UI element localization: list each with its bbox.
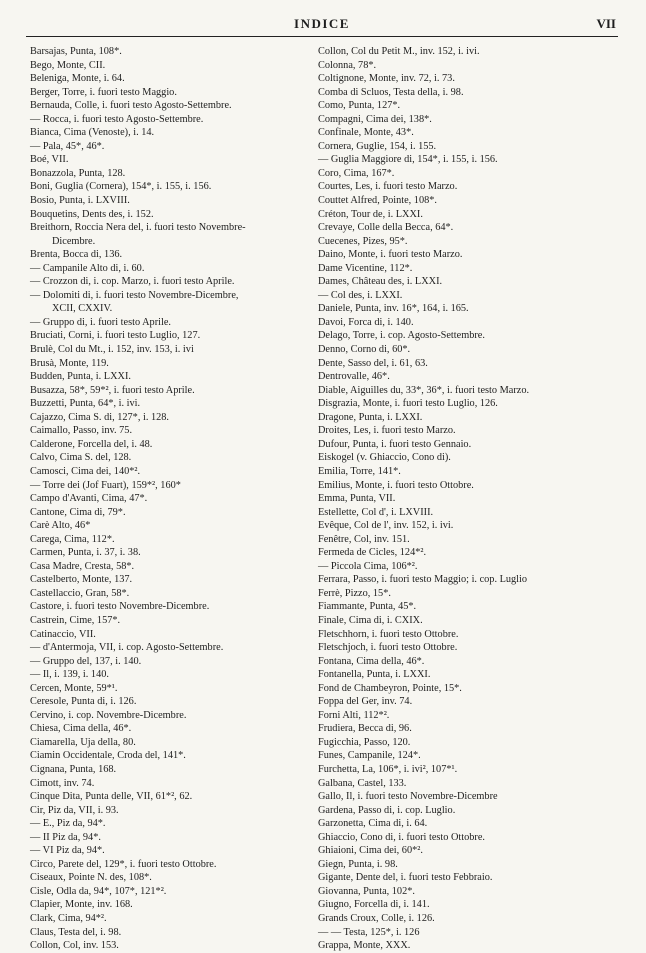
index-entry: Foppa del Ger, inv. 74. bbox=[318, 696, 413, 708]
index-entry: — E., Piz da, 94*. bbox=[30, 818, 106, 830]
index-entry: — Rocca, i. fuori testo Agosto-Settembre. bbox=[30, 113, 204, 125]
index-entry: Fugicchia, Passo, 120. bbox=[318, 736, 411, 748]
index-entry: Caimallo, Passo, inv. 75. bbox=[30, 425, 133, 437]
index-entry: Barsajas, Punta, 108*. bbox=[30, 46, 122, 57]
index-entry: Carè Alto, 46* bbox=[30, 520, 91, 532]
index-entry: Giegn, Punta, i. 98. bbox=[318, 858, 398, 870]
index-entry: Fletschhorn, i. fuori testo Ottobre. bbox=[318, 628, 459, 640]
index-entry: Colonna, 78*. bbox=[318, 59, 377, 71]
index-entry: Fond de Chambeyron, Pointe, 15*. bbox=[318, 682, 462, 694]
index-entry: Bruciati, Corni, i. fuori testo Luglio, 127. bbox=[30, 330, 201, 342]
index-entry: Crevaye, Colle della Becca, 64*. bbox=[318, 222, 454, 234]
index-entry: Castore, i. fuori testo Novembre-Dicembre. bbox=[30, 601, 210, 613]
index-entry: — Il, i. 139, i. 140. bbox=[30, 669, 109, 681]
index-entry: Delago, Torre, i. cop. Agosto-Settembre. bbox=[318, 330, 485, 342]
index-entry: Busazza, 58*, 59*², i. fuori testo Aprile. bbox=[30, 384, 195, 396]
index-entry: Grappa, Monte, XXX. bbox=[318, 940, 411, 952]
index-entry: Cantone, Cima di, 79*. bbox=[30, 506, 126, 518]
index-entry: Cinque Dita, Punta delle, VII, 61*², 62. bbox=[30, 791, 193, 803]
index-entry: Evêque, Col de l', inv. 152, i. ivi. bbox=[318, 520, 454, 532]
index-entry: — — Testa, 125*, i. 126 bbox=[318, 926, 420, 938]
index-entry: Estellette, Col d', i. LXVIII. bbox=[318, 506, 434, 518]
index-entry: Compagni, Cima dei, 138*. bbox=[318, 113, 432, 125]
index-entry: Eiskogel (v. Ghiaccio, Cono di). bbox=[318, 452, 451, 464]
index-entry: Fontana, Cima della, 46*. bbox=[318, 655, 425, 667]
index-entry: Chiesa, Cima della, 46*. bbox=[30, 723, 132, 735]
index-entry: Casa Madre, Cresta, 58*. bbox=[30, 560, 135, 572]
index-entry: Bonazzola, Punta, 128. bbox=[30, 167, 126, 179]
index-entry: Castrein, Cime, 157*. bbox=[30, 614, 121, 626]
index-entry: Cir, Piz da, VII, i. 93. bbox=[30, 804, 119, 816]
index-entry: Galbana, Castel, 133. bbox=[318, 777, 407, 789]
index-entry: Gardena, Passo di, i. cop. Luglio. bbox=[318, 804, 456, 816]
index-entry: Dame Vicentine, 112*. bbox=[318, 262, 413, 274]
index-entry: Bianca, Cima (Venoste), i. 14. bbox=[30, 127, 155, 139]
index-entry: Finale, Cima di, i. CXIX. bbox=[318, 614, 423, 626]
index-column-right bbox=[318, 45, 608, 953]
index-entry: Ferrè, Pizzo, 15*. bbox=[318, 587, 391, 599]
index-entry: Gigante, Dente del, i. fuori testo Febbraio. bbox=[318, 872, 493, 884]
index-entry: — Dolomiti di, i. fuori testo Novembre-Dicembre, bbox=[30, 289, 239, 301]
index-entry: Gallo, Il, i. fuori testo Novembre-Dicembre bbox=[318, 791, 498, 803]
index-entry: Ciseaux, Pointe N. des, 108*. bbox=[30, 872, 152, 884]
index-entry: Ghiaccio, Cono di, i. fuori testo Ottobre. bbox=[318, 831, 486, 843]
index-entry: Camosci, Cima dei, 140*². bbox=[30, 465, 141, 477]
index-entry: Garzonetta, Cima di, i. 64. bbox=[318, 818, 428, 830]
index-entry: Disgrazia, Monte, i. fuori testo Luglio, 126. bbox=[318, 398, 498, 410]
index-entry: Ghiaioni, Cima dei, 60*². bbox=[318, 845, 423, 857]
index-entry: Coltignone, Monte, inv. 72, i. 73. bbox=[318, 73, 455, 85]
index-entry: Couttet Alfred, Pointe, 108*. bbox=[318, 195, 437, 207]
page-title: INDICE bbox=[294, 16, 350, 31]
index-entry: Calderone, Forcella del, i. 48. bbox=[30, 438, 153, 450]
index-entry: XCII, CXXIV. bbox=[52, 303, 113, 315]
index-entry: Cercen, Monte, 59*¹. bbox=[30, 682, 118, 694]
index-entry: — Guglia Maggiore di, 154*, i. 155, i. 156. bbox=[318, 154, 498, 166]
index-entry: — d'Antermoja, VII, i. cop. Agosto-Settembre. bbox=[30, 642, 224, 654]
index-entry: Bego, Monte, CII. bbox=[30, 59, 106, 71]
index-entry: Bouquetins, Dents des, i. 152. bbox=[30, 208, 154, 220]
index-entry: Calvo, Cima S. del, 128. bbox=[30, 452, 132, 464]
index-entry: Daino, Monte, i. fuori testo Marzo. bbox=[318, 249, 463, 261]
index-entry: Furchetta, La, 106*, i. ivi², 107*¹. bbox=[318, 763, 458, 775]
index-entry: — Pala, 45*, 46*. bbox=[30, 140, 105, 152]
index-entry: Castellaccio, Gran, 58*. bbox=[30, 587, 130, 599]
index-entry: Cervino, i. cop. Novembre-Dicembre. bbox=[30, 709, 187, 721]
index-entry: Beleniga, Monte, i. 64. bbox=[30, 73, 125, 85]
index-entry: Confinale, Monte, 43*. bbox=[318, 127, 414, 139]
index-entry: — Piccola Cima, 106*². bbox=[318, 560, 418, 572]
index-entry: Emilius, Monte, i. fuori testo Ottobre. bbox=[318, 479, 474, 491]
index-entry: Diable, Aiguilles du, 33*, 36*, i. fuori testo Marzo. bbox=[318, 384, 530, 396]
index-entry: Castelberto, Monte, 137. bbox=[30, 574, 133, 586]
index-entry: Emilia, Torre, 141*. bbox=[318, 465, 401, 477]
index-entry: Coro, Cima, 167*. bbox=[318, 167, 395, 179]
index-entry: — VI Piz da, 94*. bbox=[30, 845, 105, 857]
index-entry: Boni, Guglia (Cornera), 154*, i. 155, i. 156. bbox=[30, 181, 212, 193]
index-entry: Davoi, Forca di, i. 140. bbox=[318, 316, 414, 328]
index-entry: Cisle, Odla da, 94*, 107*, 121*². bbox=[30, 885, 167, 897]
index-entry: Cajazzo, Cima S. di, 127*, i. 128. bbox=[30, 411, 169, 423]
index-entry: Collon, Col du Petit M., inv. 152, i. ivi. bbox=[318, 46, 480, 57]
index-entry: Cimott, inv. 74. bbox=[30, 777, 95, 789]
index-entry: Brulè, Col du Mt., i. 152, inv. 153, i. ivi bbox=[30, 344, 194, 356]
index-entry: Fontanella, Punta, i. LXXI. bbox=[318, 669, 431, 681]
index-entry: Budden, Punta, i. LXXI. bbox=[30, 371, 131, 383]
index-entry: Fenêtre, Col, inv. 151. bbox=[318, 533, 410, 545]
index-entry: Clark, Cima, 94*². bbox=[30, 913, 107, 924]
index-entry: Como, Punta, 127*. bbox=[318, 100, 401, 112]
index-entry: Fletschjoch, i. fuori testo Ottobre. bbox=[318, 642, 458, 654]
index-entry: — Torre dei (Jof Fuart), 159*², 160* bbox=[30, 479, 181, 491]
index-entry: Collon, Col, inv. 153. bbox=[30, 940, 119, 952]
index-entry: Créton, Tour de, i. LXXI. bbox=[318, 208, 423, 220]
index-entry: Clapier, Monte, inv. 168. bbox=[30, 899, 133, 911]
index-entry: Buzzetti, Punta, 64*, i. ivi. bbox=[30, 398, 141, 410]
index-column-left bbox=[30, 45, 320, 953]
index-entry: Carega, Cima, 112*. bbox=[30, 533, 115, 545]
index-entry: Dufour, Punta, i. fuori testo Gennaio. bbox=[318, 438, 472, 450]
index-entry: Giovanna, Punta, 102*. bbox=[318, 885, 415, 897]
index-entry: Emma, Punta, VII. bbox=[318, 493, 396, 505]
page-header bbox=[26, 14, 618, 37]
index-entry: — II Piz da, 94*. bbox=[30, 831, 101, 843]
index-entry: — Campanile Alto di, i. 60. bbox=[30, 262, 145, 274]
index-entry: — Col des, i. LXXI. bbox=[318, 289, 403, 301]
index-entry: Dicembre. bbox=[52, 235, 96, 247]
index-entry: Claus, Testa del, i. 98. bbox=[30, 926, 122, 938]
page-number: VII bbox=[596, 16, 616, 31]
index-entry: Berger, Torre, i. fuori testo Maggio. bbox=[30, 86, 177, 98]
index-entry: Catinaccio, VII. bbox=[30, 628, 96, 640]
index-entry: Breithorn, Roccia Nera del, i. fuori testo Novembre- bbox=[30, 222, 246, 234]
index-entry: — Crozzon di, i. cop. Marzo, i. fuori testo Aprile. bbox=[30, 276, 235, 288]
index-entry: Ceresole, Punta di, i. 126. bbox=[30, 696, 137, 708]
index-entry: Denno, Corno di, 60*. bbox=[318, 344, 411, 356]
index-entry: — Gruppo del, 137, i. 140. bbox=[30, 655, 142, 667]
index-entry: Funes, Campanile, 124*. bbox=[318, 750, 421, 762]
index-entry: Dente, Sasso del, i. 61, 63. bbox=[318, 357, 428, 369]
index-entry: Bosio, Punta, i. LXVIII. bbox=[30, 195, 130, 207]
index-entry: Grands Croux, Colle, i. 126. bbox=[318, 913, 435, 924]
index-entry: Bernauda, Colle, i. fuori testo Agosto-Settembre. bbox=[30, 100, 232, 112]
index-entry: Forni Alti, 112*². bbox=[318, 709, 390, 721]
index-entry: Cuecenes, Pizes, 95*. bbox=[318, 235, 408, 247]
index-entry: Ferrara, Passo, i. fuori testo Maggio; i. cop. Luglio bbox=[318, 574, 528, 586]
index-entry: Comba di Scluos, Testa della, i. 98. bbox=[318, 86, 464, 98]
index-entry: Carmen, Punta, i. 37, i. 38. bbox=[30, 547, 141, 559]
index-entry: Daniele, Punta, inv. 16*, 164, i. 165. bbox=[318, 303, 469, 315]
index-entry: Courtes, Les, i. fuori testo Marzo. bbox=[318, 181, 458, 193]
index-entry: Fermeda de Cicles, 124*². bbox=[318, 547, 427, 559]
index-entry: Ciamarella, Uja della, 80. bbox=[30, 736, 136, 748]
index-entry: Dames, Château des, i. LXXI. bbox=[318, 276, 443, 288]
index-entry: Cignana, Punta, 168. bbox=[30, 763, 117, 775]
index-entry: Brenta, Bocca di, 136. bbox=[30, 249, 123, 261]
index-entry: Dentrovalle, 46*. bbox=[318, 371, 390, 383]
index-entry: Boé, VII. bbox=[30, 154, 69, 166]
index-entry: Campo d'Avanti, Cima, 47*. bbox=[30, 493, 148, 505]
index-entry: Giugno, Forcella di, i. 141. bbox=[318, 899, 430, 911]
index-entry: Circo, Parete del, 129*, i. fuori testo Ottobre. bbox=[30, 858, 217, 870]
index-entry: Brusà, Monte, 119. bbox=[30, 357, 109, 369]
index-entry: Droites, Les, i. fuori testo Marzo. bbox=[318, 425, 456, 437]
index-entry: Frudiera, Becca di, 96. bbox=[318, 723, 412, 735]
index-entry: — Gruppo di, i. fuori testo Aprile. bbox=[30, 316, 171, 328]
index-entry: Ciamin Occidentale, Croda del, 141*. bbox=[30, 750, 186, 762]
index-entry: Cornera, Guglie, 154, i. 155. bbox=[318, 140, 437, 152]
index-entry: Fiammante, Punta, 45*. bbox=[318, 601, 417, 613]
index-entry: Dragone, Punta, i. LXXI. bbox=[318, 411, 423, 423]
